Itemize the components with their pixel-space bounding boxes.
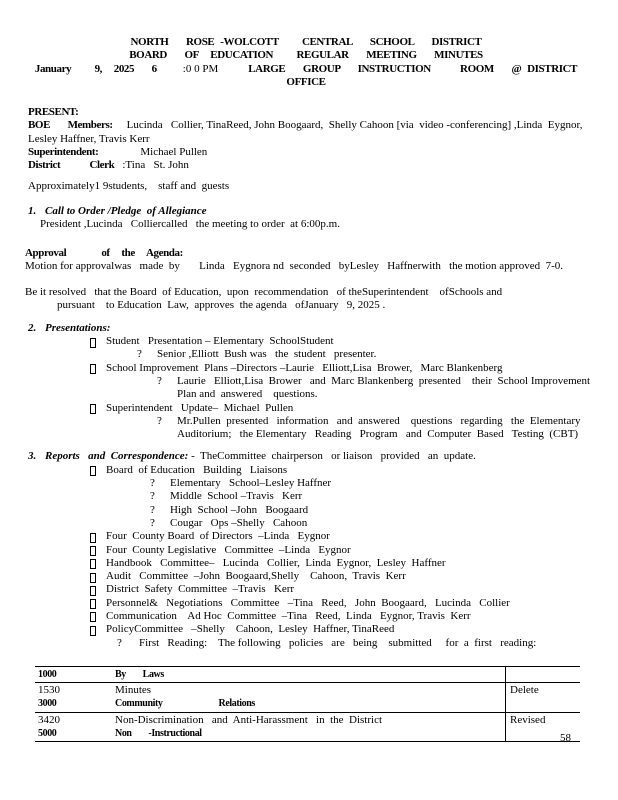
- approval-heading: Approval of the Agenda:: [25, 246, 183, 259]
- boe-members-label: BOE Members:: [28, 119, 113, 132]
- bullet-box-icon: [90, 466, 96, 476]
- question-mark-marker: ?: [150, 490, 155, 503]
- approval-motion-line: Motion for approvalwas made by Linda Eygnora nd seconded byLesley Haffnerwith the motion approved 7-0.: [25, 259, 564, 272]
- approval-of-agenda-block: [25, 247, 600, 274]
- header-line-board: BOARD OF EDUCATION REGULAR MEETING MINUTES: [129, 49, 483, 62]
- sub-list-item: ? Mr.Pullen presented information and answered questions regarding the Elementary: [157, 414, 581, 427]
- boe-members-line: [28, 119, 600, 132]
- section-reports: [28, 450, 600, 649]
- policy-action-cell: [505, 667, 580, 682]
- list-item: Superintendent Update– Michael Pullen: [28, 402, 600, 415]
- superintendent-name: Michael Pullen: [140, 146, 208, 159]
- meeting-time: :0 0 PM: [182, 62, 219, 75]
- table-row: [35, 713, 580, 742]
- sub-list-item: ? Senior ,Elliott Bush was the student presenter.: [137, 348, 377, 361]
- present-block: [28, 106, 600, 172]
- list-item: Four County Legislative Committee –Linda Eygnor: [28, 544, 600, 557]
- policy-code-cell: 1000: [38, 668, 57, 680]
- policy-code-cell: 1530 3000: [38, 684, 60, 710]
- list-item: Audit Committee –John Boogaard,Shelly Cahoon, Travis Kerr: [28, 570, 600, 583]
- list-item: PolicyCommittee –Shelly Cahoon, Lesley Haffner, TinaReed: [28, 623, 600, 636]
- district-clerk-line: [28, 159, 600, 172]
- sub-list-item-continuation: Plan and answered questions.: [177, 388, 318, 401]
- superintendent-line: [28, 146, 600, 159]
- list-item: District Safety Committee –Travis Kerr: [28, 583, 600, 596]
- bullet-box-icon: [90, 338, 96, 348]
- bullet-box-icon: [90, 586, 96, 596]
- question-mark-marker: ?: [150, 477, 155, 490]
- section-2-title: [28, 322, 600, 335]
- policy-title-cell: By Laws: [115, 668, 164, 680]
- district-clerk-name: :Tina St. John: [122, 159, 189, 172]
- sub-list-item: ? Cougar Ops –Shelly Cahoon: [150, 516, 308, 529]
- list-item: Four County Board of Directors –Linda Eygnor: [28, 530, 600, 543]
- table-row: [35, 683, 580, 713]
- section-1-heading: Call to Order /Pledge of Allegiance: [45, 204, 207, 217]
- sub-list-item: ? Middle School –Travis Kerr: [150, 490, 303, 503]
- resolution-block: [25, 286, 600, 313]
- bullet-box-icon: [90, 559, 96, 569]
- question-mark-marker: ?: [137, 348, 142, 361]
- bullet-box-icon: [90, 612, 96, 622]
- bullet-box-icon: [90, 573, 96, 583]
- section-1-title: [28, 205, 600, 218]
- header-line-district: NORTH ROSE -WOLCOTT CENTRAL SCHOOL DISTRICT: [130, 36, 482, 48]
- question-mark-marker: ?: [157, 374, 162, 387]
- question-mark-marker: ?: [157, 414, 162, 427]
- policy-code-cell: 3420 5000: [38, 713, 60, 740]
- sub-list-item: ? First Reading: The following policies are being submitted for a first reading:: [117, 636, 537, 649]
- boe-members-line-2: Lesley Haffner, Travis Kerr: [28, 132, 150, 145]
- district-clerk-label: District Clerk: [28, 159, 115, 172]
- policy-title-cell: Non-Discrimination and Anti-Harassment in the District Non -Instructional: [115, 713, 383, 740]
- resolution-line-2: pursuant to Education Law, approves the agenda ofJanuary 9, 2025 .: [57, 299, 386, 312]
- meeting-date: January 9, 2025 6: [34, 62, 157, 75]
- section-3-title: [28, 450, 600, 463]
- list-item: Personnel& Negotiations Committee –Tina Reed, John Boogaard, Lucinda Collier: [28, 597, 600, 610]
- bullet-box-icon: [90, 364, 96, 374]
- page-number: 58: [560, 732, 571, 744]
- sub-list-item: ? High School –John Boogaard: [150, 503, 309, 516]
- boe-members-names: Lucinda Collier, TinaReed, John Boogaard, Shelly Cahoon [via video -conferencing] ,Linda Eygnor,: [126, 119, 583, 132]
- section-3-subtitle: - TheCommittee chairperson or liaison provided an update.: [188, 450, 476, 463]
- section-3-number: 3.: [28, 450, 37, 463]
- present-heading: PRESENT:: [28, 106, 79, 119]
- section-call-to-order: [28, 205, 600, 232]
- question-mark-marker: ?: [150, 516, 155, 529]
- table-row: [35, 667, 580, 683]
- list-item: School Improvement Plans –Directors –Laurie Elliott,Lisa Brower, Marc Blankenberg: [28, 362, 600, 375]
- section-1-number: 1.: [28, 204, 37, 217]
- list-item: Board of Education Building Liaisons: [28, 464, 600, 477]
- sub-list-item-continuation: Auditorium; the Elementary Reading Program and Computer Based Testing (CBT): [177, 428, 579, 441]
- policy-title-cell: Minutes Community Relations: [115, 684, 255, 710]
- list-item: Communication Ad Hoc Committee –Tina Reed, Linda Eygnor, Travis Kerr: [28, 610, 600, 623]
- header-line-datetime: [28, 62, 601, 90]
- meeting-location: LARGE GROUP INSTRUCTION ROOM @ DISTRICT OFFICE: [248, 62, 601, 88]
- section-2-heading: Presentations:: [45, 321, 111, 334]
- attendance-line: Approximately1 9students, staff and guests: [28, 179, 230, 192]
- list-item: Handbook Committee– Lucinda Collier, Linda Eygnor, Lesley Haffner: [28, 557, 600, 570]
- superintendent-label: Superintendent:: [28, 146, 99, 159]
- bullet-box-icon: [90, 404, 96, 414]
- bullet-box-icon: [90, 626, 96, 636]
- bullet-box-icon: [90, 599, 96, 609]
- document-header: [28, 36, 601, 89]
- sub-list-item: ? Elementary School–Lesley Haffner: [150, 477, 332, 490]
- resolution-line-1: Be it resolved that the Board of Education, upon recommendation of theSuperintendent ofSchools and: [25, 286, 503, 299]
- section-3-heading: Reports and Correspondence:: [45, 450, 189, 463]
- policy-action-cell: Delete: [505, 683, 580, 712]
- list-item: Student Presentation – Elementary SchoolStudent: [28, 335, 600, 348]
- section-2-number: 2.: [28, 321, 37, 334]
- section-1-body: President ,Lucinda Colliercalled the meeting to order at 6:00p.m.: [40, 218, 340, 231]
- bullet-box-icon: [90, 546, 96, 556]
- bullet-box-icon: [90, 533, 96, 543]
- sub-list-item: ? Laurie Elliott,Lisa Brower and Marc Blankenberg presented their School Improvement: [157, 374, 591, 387]
- question-mark-marker: ?: [117, 636, 122, 649]
- policy-table: [35, 666, 580, 742]
- policy-action-cell: Revised: [505, 713, 580, 742]
- section-presentations: [28, 322, 600, 442]
- question-mark-marker: ?: [150, 503, 155, 516]
